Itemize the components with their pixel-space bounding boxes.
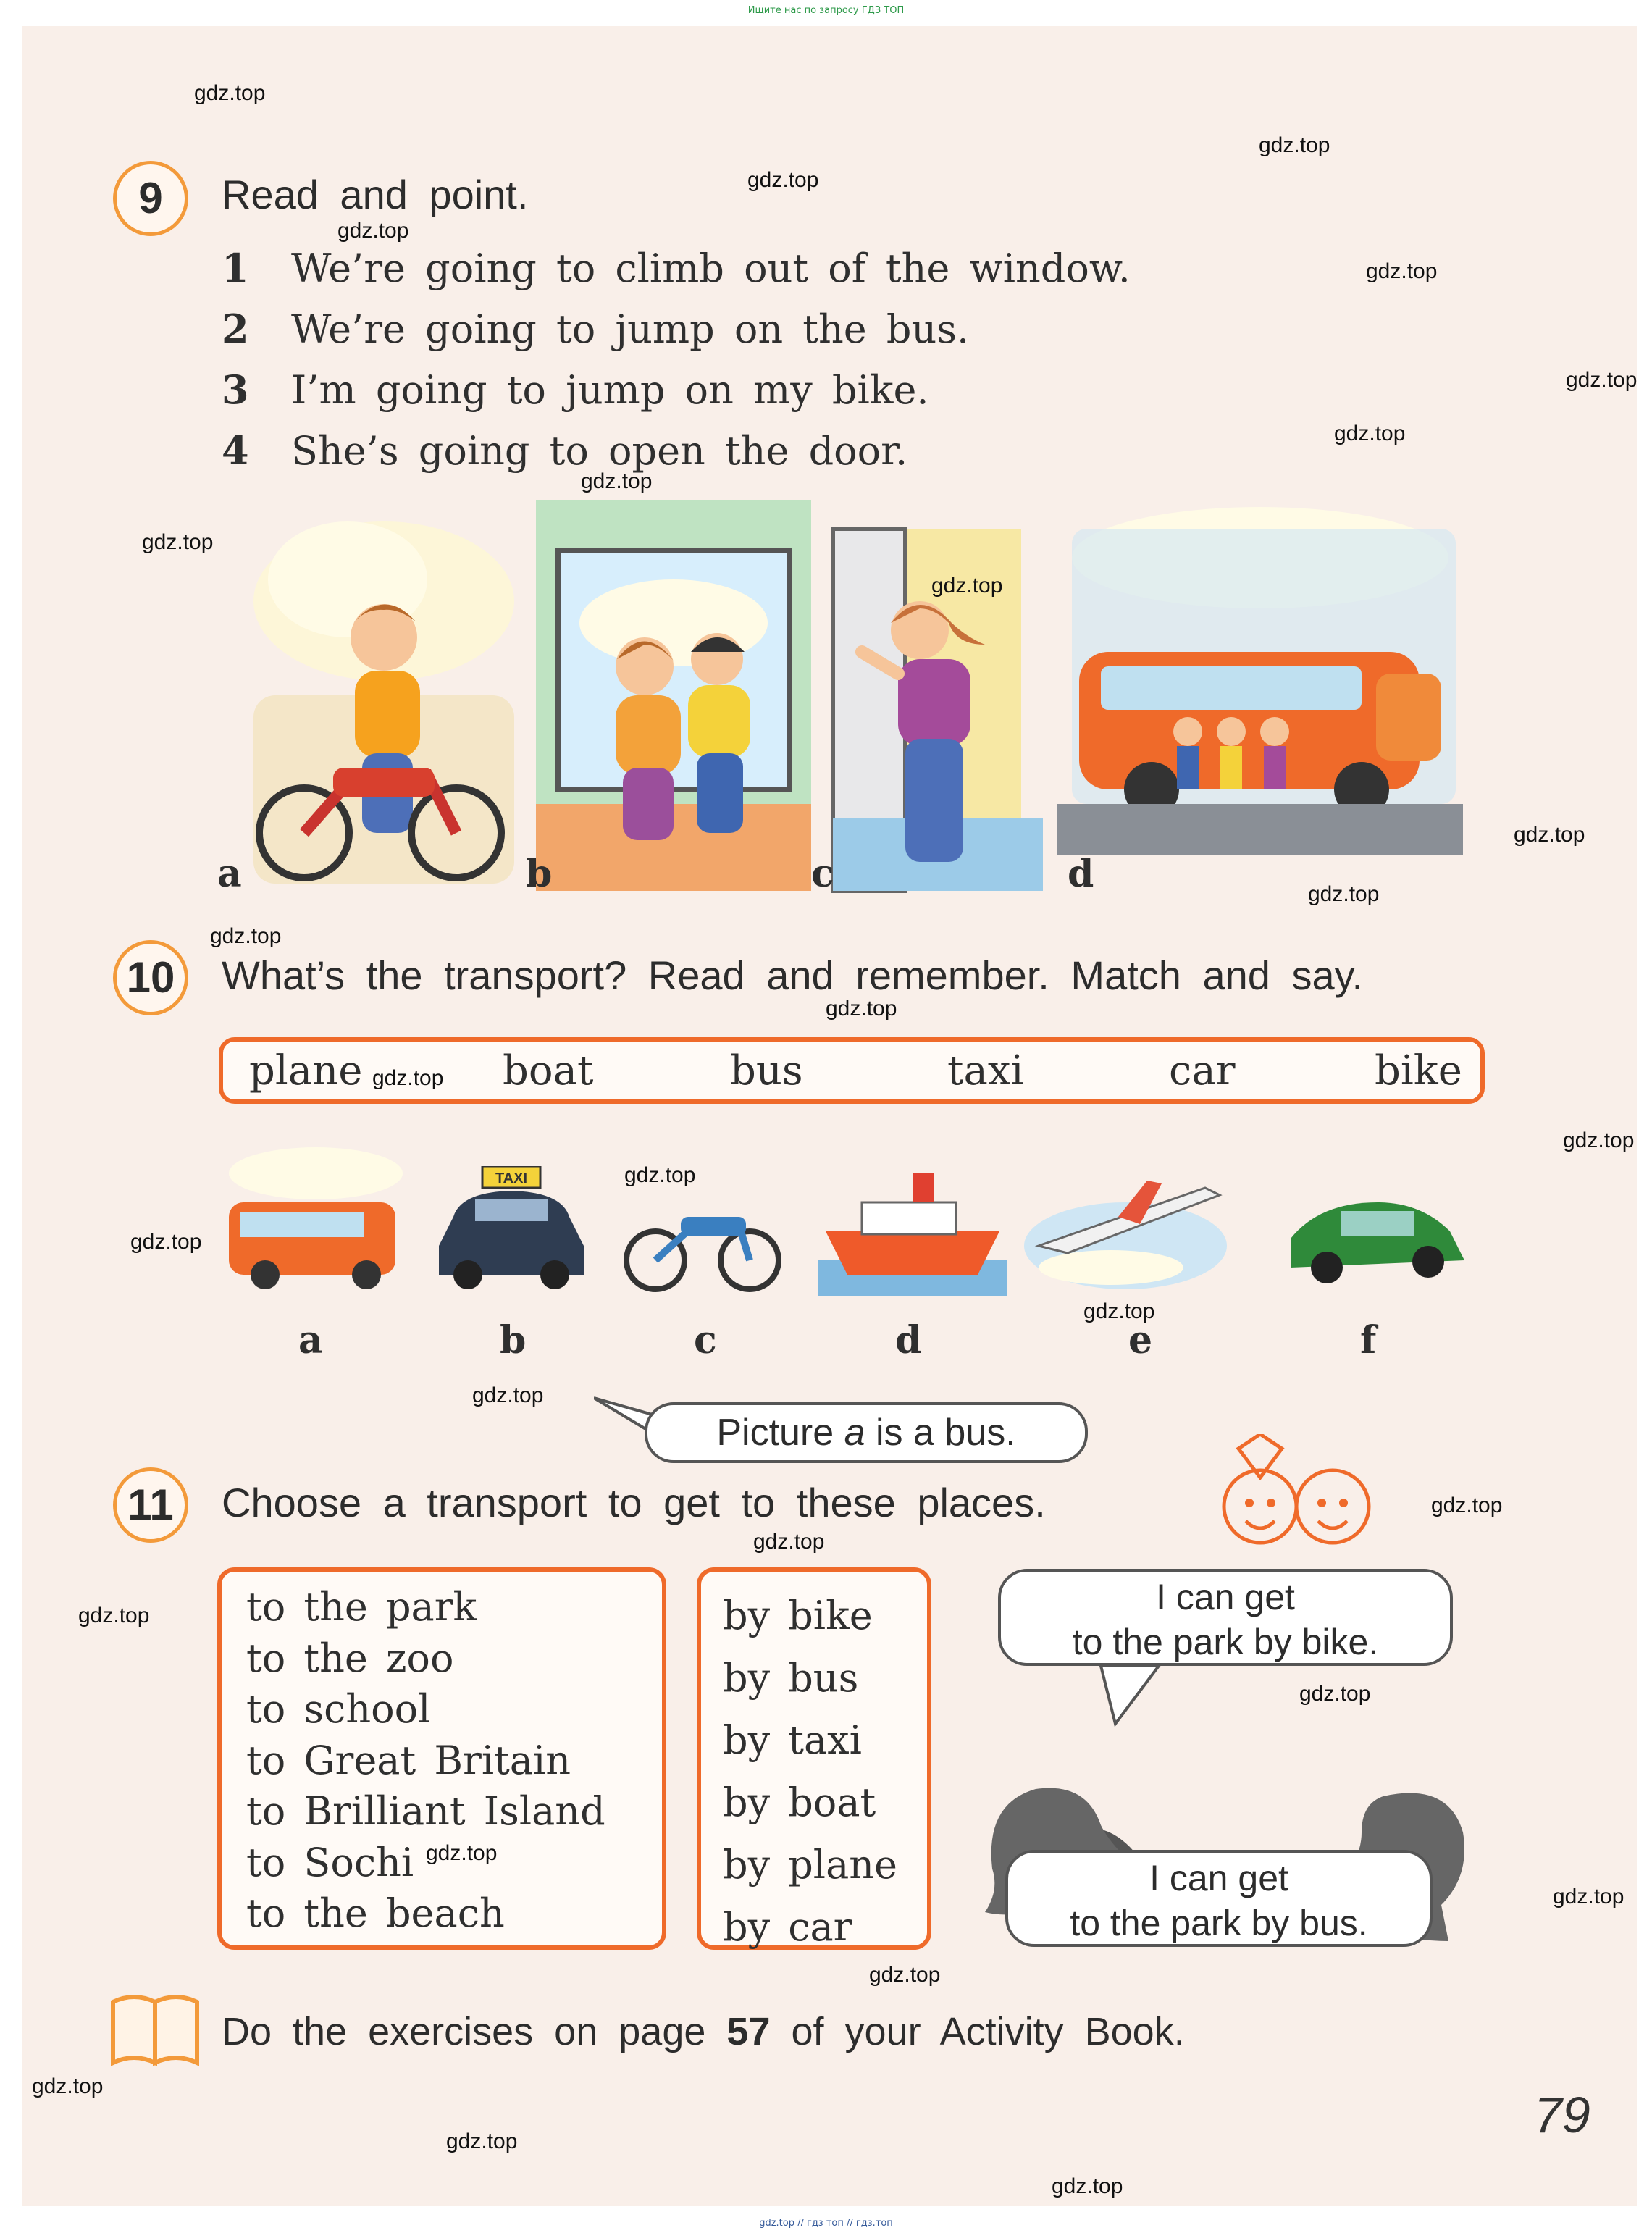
watermark: gdz.top	[32, 2074, 104, 2098]
small-picture-letter-f: f	[1360, 1318, 1377, 1362]
watermark: gdz.top	[826, 997, 897, 1021]
top-note: Ищите нас по запросу ГДЗ ТОП	[747, 5, 905, 16]
transport-item: by bus	[723, 1655, 859, 1701]
watermark: gdz.top	[130, 1230, 202, 1254]
exercise-9-title: Read and point.	[222, 172, 529, 217]
watermark: gdz.top	[337, 219, 409, 243]
small-picture-plane	[1024, 1152, 1234, 1296]
watermark: gdz.top	[1366, 259, 1438, 283]
watermark: gdz.top	[753, 1530, 825, 1554]
watermark: gdz.top	[1259, 133, 1330, 157]
activity-book-line	[222, 2009, 1185, 2054]
activity-text: of your Activity Book.	[791, 2010, 1185, 2053]
watermark: gdz.top	[624, 1163, 696, 1187]
word-boat: boat	[503, 1047, 594, 1094]
watermark: gdz.top	[581, 469, 653, 493]
exercise-9-number: 9	[113, 161, 188, 236]
bubble-line: to the park by bus.	[1070, 1903, 1368, 1943]
picture-girl-door	[811, 500, 1050, 905]
watermark: gdz.top	[446, 2129, 518, 2153]
sentence-text: We’re going to jump on the bus.	[291, 306, 970, 352]
speech-bubble-by-bike	[998, 1569, 1453, 1666]
place-item: to Great Britain	[246, 1737, 571, 1783]
word-bus: bus	[730, 1047, 803, 1094]
place-item: to the beach	[246, 1890, 505, 1936]
pair-work-icon	[1202, 1434, 1376, 1550]
picture-letter-d: d	[1068, 852, 1094, 896]
exercise-11-title: Choose a transport to get to these places.	[222, 1480, 1046, 1525]
watermark: gdz.top	[1553, 1885, 1624, 1909]
place-item: to Sochi	[246, 1839, 414, 1885]
watermark: gdz.top	[1431, 1493, 1503, 1517]
page-number: 79	[1534, 2087, 1590, 2143]
bubble-line: to the park by bike.	[1072, 1622, 1379, 1662]
watermark: gdz.top	[1334, 422, 1406, 445]
watermark: gdz.top	[210, 924, 282, 948]
watermark: gdz.top	[1299, 1682, 1371, 1706]
speech-word: is a bus.	[876, 1412, 1016, 1454]
small-picture-letter-a: a	[298, 1318, 323, 1362]
sentence-1	[222, 245, 1131, 291]
word-bike: bike	[1375, 1047, 1462, 1094]
watermark: gdz.top	[78, 1604, 150, 1627]
place-item: to Brilliant Island	[246, 1788, 605, 1834]
watermark: gdz.top	[1563, 1128, 1635, 1152]
word-plane: plane	[249, 1047, 363, 1094]
transport-item: by boat	[723, 1780, 876, 1825]
transport-item: by taxi	[723, 1717, 862, 1763]
taxi-sign-text: TAXI	[495, 1170, 528, 1186]
transport-item: by bike	[723, 1593, 873, 1638]
small-picture-taxi	[432, 1166, 591, 1296]
sentence-number: 2	[222, 306, 249, 352]
watermark: gdz.top	[1308, 882, 1380, 906]
picture-children-window	[536, 500, 811, 905]
watermark: gdz.top	[1514, 823, 1585, 847]
place-item: to the zoo	[246, 1635, 454, 1681]
small-picture-letter-c: c	[694, 1318, 717, 1362]
sentence-text: We’re going to climb out of the window.	[291, 246, 1131, 291]
small-picture-boat	[818, 1152, 1007, 1296]
small-picture-car	[1276, 1181, 1479, 1289]
watermark: gdz.top	[1083, 1299, 1155, 1323]
bubble-line: I can get	[1156, 1577, 1295, 1617]
activity-page-number: 57	[726, 2010, 771, 2053]
word-car: car	[1169, 1047, 1236, 1094]
small-picture-bike	[623, 1188, 782, 1296]
picture-boy-on-bike	[239, 500, 521, 905]
exercise-10-title: What’s the transport? Read and remember. Match and say.	[222, 952, 1364, 998]
word-taxi: taxi	[947, 1047, 1024, 1094]
watermark: gdz.top	[869, 1963, 941, 1987]
sentence-text: She’s going to open the door.	[291, 428, 908, 474]
small-picture-letter-d: d	[895, 1318, 922, 1362]
watermark: gdz.top	[747, 168, 819, 192]
speech-letter: a	[844, 1412, 865, 1454]
sentence-number: 3	[222, 366, 249, 413]
place-item: to the park	[246, 1584, 477, 1630]
small-picture-letter-e: e	[1128, 1318, 1153, 1362]
sentence-number: 1	[222, 245, 249, 291]
sentence-2	[222, 306, 969, 352]
sentence-3	[222, 366, 929, 413]
watermark: gdz.top	[194, 81, 266, 105]
watermark: gdz.top	[472, 1383, 544, 1407]
small-picture-bus	[222, 1144, 403, 1304]
small-picture-letter-b: b	[500, 1318, 527, 1362]
sentence-number: 4	[222, 427, 249, 474]
transports-list-box	[697, 1567, 931, 1950]
picture-letter-c: c	[811, 852, 834, 896]
speech-word: Picture	[716, 1412, 834, 1454]
watermark: gdz.top	[931, 574, 1003, 598]
sentence-text: I’m going to jump on my bike.	[291, 367, 929, 413]
sentence-4	[222, 427, 907, 474]
picture-bus-kids	[1057, 500, 1463, 862]
transport-item: by car	[723, 1904, 852, 1950]
book-icon	[109, 1987, 203, 2067]
watermark: gdz.top	[142, 530, 214, 554]
transport-item: by plane	[723, 1842, 898, 1888]
watermark: gdz.top	[426, 1841, 498, 1865]
watermark: gdz.top	[372, 1066, 444, 1090]
activity-text: Do the exercises on page	[222, 2010, 706, 2053]
watermark: gdz.top	[1566, 368, 1638, 392]
bottom-note: gdz.top // гдз топ // гдз.топ	[759, 2218, 893, 2229]
exercise-11-number: 11	[113, 1467, 188, 1543]
picture-letter-a: a	[217, 852, 242, 896]
place-item: to school	[246, 1686, 431, 1732]
bubble-line: I can get	[1149, 1858, 1288, 1898]
picture-letter-b: b	[526, 852, 553, 896]
speech-bubble-by-bus	[1005, 1850, 1433, 1947]
watermark: gdz.top	[1052, 2174, 1123, 2198]
speech-bubble-picture-a	[645, 1402, 1088, 1463]
places-list-box	[217, 1567, 666, 1950]
exercise-10-number: 10	[113, 940, 188, 1015]
